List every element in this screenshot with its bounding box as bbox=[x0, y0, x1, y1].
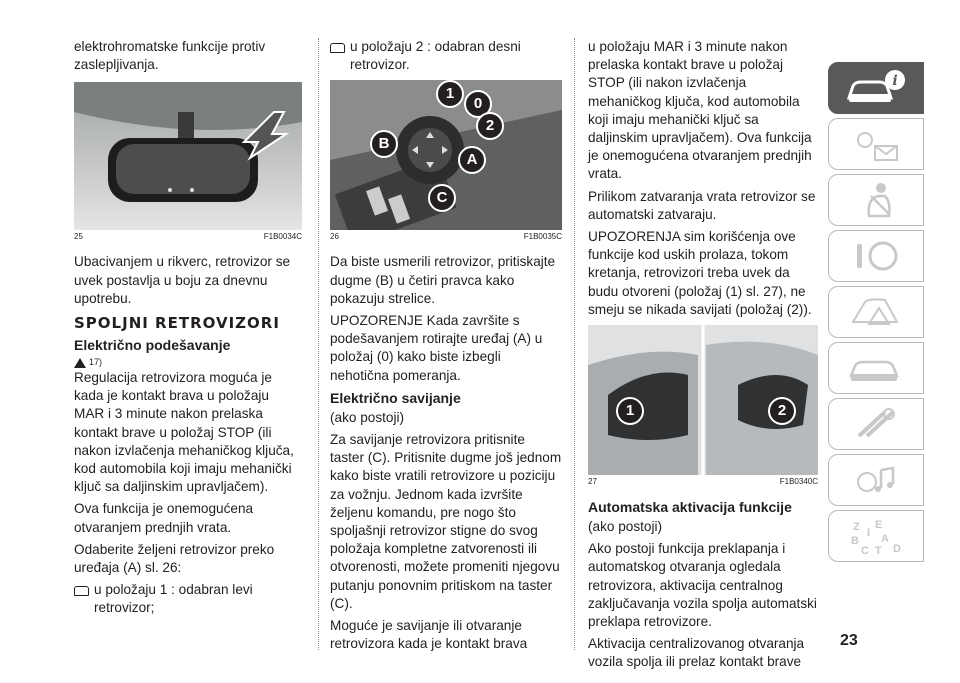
dashboard-warning-icon bbox=[845, 124, 907, 164]
label-2: 2 bbox=[476, 112, 504, 140]
tab-technical-data[interactable] bbox=[828, 398, 924, 450]
paragraph: Odaberite željeni retrovizor preko uređaja (A) sl. 26: bbox=[74, 541, 275, 576]
column-2 bbox=[330, 38, 562, 657]
paragraph: Aktivacija centralizovanog otvaranja vozila spolja ili prelaz kontakt brave bbox=[588, 636, 805, 670]
car-bullet-icon bbox=[74, 586, 89, 596]
tab-car-info[interactable] bbox=[828, 62, 924, 114]
page-number: 23 bbox=[840, 632, 858, 649]
figure-code: F1B0340C bbox=[779, 477, 818, 487]
figure-26-caption bbox=[330, 231, 562, 243]
paragraph: Ako postoji funkcija preklapanja i automatskog otvaranja ogledala retrovizora, aktivacija centralnog zaključavanja vozila spolja automatski preklapa retrovizore. bbox=[588, 541, 817, 630]
index-letter: B bbox=[851, 535, 859, 547]
column-3 bbox=[588, 38, 818, 676]
column-divider bbox=[318, 38, 320, 650]
warning-triangle-icon bbox=[74, 358, 86, 368]
paragraph: Prilikom zatvaranja vrata retrovizor se automatski zatvaraju. bbox=[588, 188, 816, 222]
subsection-heading: Automatska aktivacija funkcije bbox=[588, 499, 792, 516]
tools-service-icon bbox=[845, 404, 907, 444]
index-letter: T bbox=[875, 545, 882, 556]
figure-number: 26 bbox=[330, 232, 339, 242]
index-letter: I bbox=[867, 527, 871, 539]
label-B: B bbox=[370, 130, 398, 158]
rearview-mirror-illustration bbox=[74, 82, 302, 230]
label-1: 1 bbox=[436, 80, 464, 108]
paragraph: u položaju MAR i 3 minute nakon prelaska kontakt brave u položaj STOP (ili nakon izvlačenja mehaničkog ključa, kod automobila koji imaju mehanički ključ sa daljinskim upravljačem). Ova funkcija je onemogućena otvaranjem prednjih vrata. bbox=[588, 39, 812, 182]
label-1: 1 bbox=[616, 397, 644, 425]
label-A: A bbox=[458, 146, 486, 174]
paragraph: UPOZORENJA sim korišćenja ove funkcije kod uskih prolaza, tokom kretanja, retrovizori treba uvek da budu otvoreni (položaj (1) sl. 27), ne smeju se nikada savijati (položaj (2)). bbox=[588, 229, 812, 317]
chapter-tabs bbox=[828, 62, 924, 566]
seat-belt-safety-icon bbox=[845, 180, 907, 220]
warning-reference bbox=[74, 356, 302, 369]
warning-reference-number: 17) bbox=[89, 357, 103, 368]
paragraph: Ubacivanjem u rikverc, retrovizor se uvek postavlja u boju za dnevnu upotrebu. bbox=[74, 254, 291, 306]
index-letter: C bbox=[861, 545, 869, 556]
tab-starting-driving[interactable] bbox=[828, 230, 924, 282]
option-item bbox=[74, 581, 302, 617]
figure-code: F1B0035C bbox=[523, 232, 562, 242]
figure-25-caption bbox=[74, 231, 302, 243]
option-text: u položaju 2 : odabran desni retrovizor. bbox=[350, 39, 521, 73]
subsection-heading: Električno podešavanje bbox=[74, 337, 231, 354]
label-0: 0 bbox=[464, 90, 492, 118]
figure-26-mirror-control bbox=[330, 80, 562, 230]
car-maintenance-icon bbox=[845, 348, 907, 388]
figure-number: 25 bbox=[74, 232, 83, 242]
steering-key-icon bbox=[845, 236, 907, 276]
warning-triangle-icon bbox=[845, 292, 907, 332]
paragraph: Za savijanje retrovizora pritisnite taster (C). Pritisnite dugme još jednom kako biste vratili retrovizore u poziciju za vožnju. Jednom kada izvršite željenu komandu, pre nogo što spoljašnji retrovizor stigne do svog položaja kompletne zatvorenosti ili otvorenosti, možete promeniti njegovu putanju ponovnim pritiskom na taster (C). bbox=[330, 432, 562, 611]
subsection-heading: Električno savijanje bbox=[330, 389, 461, 406]
tab-dashboard[interactable] bbox=[828, 118, 924, 170]
paragraph: UPOZORENJE Kada završite s podešavanjem rotirajte uređaj (A) u položaj (0) kako biste izbegli nehotična pomeranja. bbox=[330, 313, 543, 383]
tab-multimedia[interactable] bbox=[828, 454, 924, 506]
option-item bbox=[330, 38, 562, 74]
label-C: C bbox=[428, 184, 456, 212]
tab-index[interactable] bbox=[828, 510, 924, 562]
column-1 bbox=[74, 38, 302, 618]
paragraph: Regulacija retrovizora moguća je kada je kontakt brava u položaju MAR i 3 minute nakon prelaska kontakt brave u položaj STOP (ili nakon izvlačenja mehaničkog ključa, kod automobila koji imaju mehanički ključ sa daljinskim upravljačem). bbox=[74, 370, 294, 495]
svg-text:i: i bbox=[892, 73, 898, 89]
multimedia-icon bbox=[845, 460, 907, 500]
intro-text: elektrohromatske funkcije protiv zaslepljivanja. bbox=[74, 39, 266, 73]
column-divider bbox=[574, 38, 576, 650]
tab-emergency[interactable] bbox=[828, 286, 924, 338]
section-heading: SPOLJNI RETROVIZORI bbox=[74, 314, 280, 333]
index-letter: Z bbox=[853, 521, 860, 533]
alphabet-index-icon bbox=[845, 516, 907, 556]
optional-note: (ako postoji) bbox=[330, 409, 405, 425]
option-text: u položaju 1 : odabran levi retrovizor; bbox=[94, 582, 253, 616]
label-2: 2 bbox=[768, 397, 796, 425]
figure-code: F1B0034C bbox=[263, 232, 302, 242]
car-info-icon bbox=[845, 68, 907, 108]
optional-note: (ako postoji) bbox=[588, 519, 663, 535]
paragraph: Moguće je savijanje ili otvaranje retrovizora kada je kontakt brava bbox=[330, 618, 528, 652]
figure-27-caption bbox=[588, 476, 818, 488]
figure-number: 27 bbox=[588, 477, 597, 487]
paragraph: Ova funkcija je onemogućena otvaranjem prednjih vrata. bbox=[74, 501, 254, 535]
tab-safety[interactable] bbox=[828, 174, 924, 226]
paragraph: Da biste usmerili retrovizor, pritiskajte dugme (B) u četiri pravca kako pokazuju strelice. bbox=[330, 254, 556, 306]
index-letter: E bbox=[875, 519, 883, 531]
figure-27-mirror-positions bbox=[588, 325, 818, 475]
car-bullet-icon bbox=[330, 43, 345, 53]
index-letter: A bbox=[881, 533, 889, 545]
figure-25-rearview-mirror bbox=[74, 82, 302, 230]
index-letter: D bbox=[893, 543, 901, 555]
tab-maintenance[interactable] bbox=[828, 342, 924, 394]
